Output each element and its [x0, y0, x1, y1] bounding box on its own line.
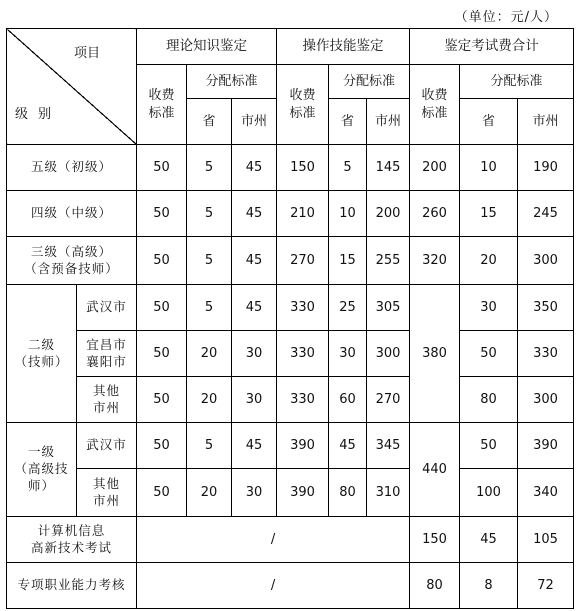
- table-cell: 245: [518, 191, 574, 237]
- table-cell: 50: [137, 285, 187, 331]
- table-cell: 190: [518, 145, 574, 191]
- table-cell: 105: [518, 517, 574, 563]
- table-cell: 5: [187, 191, 232, 237]
- table-cell: 45: [329, 423, 367, 469]
- table-cell: 60: [329, 377, 367, 423]
- table-cell: 80: [460, 377, 518, 423]
- table-cell: 100: [460, 469, 518, 517]
- table-cell: 300: [367, 331, 410, 377]
- table-cell-slash: /: [137, 517, 410, 563]
- table-cell: 270: [277, 237, 329, 285]
- total-city-header: 市州: [518, 99, 574, 145]
- table-cell: 390: [277, 469, 329, 517]
- table-cell: 345: [367, 423, 410, 469]
- row-label: 二级 （技师）: [7, 285, 77, 423]
- table-cell: 20: [187, 377, 232, 423]
- table-row-level4: [7, 191, 574, 237]
- table-cell-total: 380: [410, 285, 460, 423]
- row-label: 四级（中级）: [7, 191, 137, 237]
- group-total: 鉴定考试费合计: [410, 29, 574, 65]
- sub-row-label: 其他 市州: [77, 469, 137, 517]
- table-cell-total: 440: [410, 423, 460, 517]
- table-cell: 5: [187, 237, 232, 285]
- table-cell: 5: [187, 285, 232, 331]
- table-cell: 45: [232, 145, 277, 191]
- table-row-computer: [7, 517, 574, 563]
- table-cell: 300: [518, 377, 574, 423]
- table-cell: 80: [410, 563, 460, 609]
- table-cell: 330: [518, 331, 574, 377]
- table-cell: 50: [137, 377, 187, 423]
- table-cell: 145: [367, 145, 410, 191]
- table-cell: 10: [460, 145, 518, 191]
- row-label: 三级（高级） （含预备技师）: [7, 237, 137, 285]
- table-cell: 30: [460, 285, 518, 331]
- table-cell: 30: [329, 331, 367, 377]
- total-province-header: 省: [460, 99, 518, 145]
- table-cell: 320: [410, 237, 460, 285]
- table-cell: 390: [277, 423, 329, 469]
- table-cell: 30: [232, 331, 277, 377]
- table-cell: 200: [367, 191, 410, 237]
- table-cell: 255: [367, 237, 410, 285]
- table-cell: 310: [367, 469, 410, 517]
- row-label: 计算机信息 高新技术考试: [7, 517, 137, 563]
- theory-province-header: 省: [187, 99, 232, 145]
- table-cell: 10: [329, 191, 367, 237]
- total-distribution-header: 分配标准: [460, 65, 574, 99]
- header-row-groups: [7, 29, 574, 65]
- sub-row-label: 武汉市: [77, 423, 137, 469]
- skill-charge-header: 收费 标准: [277, 65, 329, 145]
- table-cell: 50: [137, 331, 187, 377]
- table-cell: 5: [187, 423, 232, 469]
- table-cell: 390: [518, 423, 574, 469]
- level-heading: 级别: [15, 107, 62, 123]
- table-cell: 50: [137, 191, 187, 237]
- table-cell: 260: [410, 191, 460, 237]
- table-cell: 50: [137, 423, 187, 469]
- corner-cell: [7, 29, 137, 145]
- sub-row-label: 宜昌市 襄阳市: [77, 331, 137, 377]
- total-charge-header: 收费 标准: [410, 65, 460, 145]
- table-cell: 330: [277, 377, 329, 423]
- table-row-level1-wuhan: [7, 423, 574, 469]
- table-cell: 150: [410, 517, 460, 563]
- skill-city-header: 市州: [367, 99, 410, 145]
- sub-row-label: 武汉市: [77, 285, 137, 331]
- table-cell: 15: [329, 237, 367, 285]
- table-cell: 150: [277, 145, 329, 191]
- table-cell: 340: [518, 469, 574, 517]
- skill-distribution-header: 分配标准: [329, 65, 410, 99]
- table-cell: 45: [232, 237, 277, 285]
- theory-charge-header: 收费 标准: [137, 65, 187, 145]
- table-cell: 330: [277, 331, 329, 377]
- table-cell: 45: [460, 517, 518, 563]
- table-cell: 5: [329, 145, 367, 191]
- table-cell: 50: [460, 423, 518, 469]
- row-label: 五级（初级）: [7, 145, 137, 191]
- table-cell: 30: [232, 469, 277, 517]
- unit-note: （单位：元/人）: [454, 10, 558, 25]
- table-cell: 210: [277, 191, 329, 237]
- table-cell: 50: [137, 145, 187, 191]
- table-row-level1-other: [7, 469, 574, 517]
- theory-city-header: 市州: [232, 99, 277, 145]
- row-label: 一级 （高级技 师）: [7, 423, 77, 517]
- table-cell: 8: [460, 563, 518, 609]
- table-cell: 50: [137, 237, 187, 285]
- table-cell: 5: [187, 145, 232, 191]
- table-cell: 300: [518, 237, 574, 285]
- table-row-level5: [7, 145, 574, 191]
- table-cell: 20: [187, 331, 232, 377]
- row-label: 专项职业能力考核: [7, 563, 137, 609]
- table-row-special: [7, 563, 574, 609]
- fee-table: [6, 28, 574, 609]
- sub-row-label: 其他 市州: [77, 377, 137, 423]
- table-cell: 25: [329, 285, 367, 331]
- table-cell: 72: [518, 563, 574, 609]
- table-row-level2-yichang: [7, 331, 574, 377]
- skill-province-header: 省: [329, 99, 367, 145]
- table-cell: 200: [410, 145, 460, 191]
- table-cell: 20: [460, 237, 518, 285]
- theory-distribution-header: 分配标准: [187, 65, 277, 99]
- table-cell: 50: [460, 331, 518, 377]
- table-cell-slash: /: [137, 563, 410, 609]
- table-cell: 45: [232, 423, 277, 469]
- table-cell: 270: [367, 377, 410, 423]
- table-cell: 330: [277, 285, 329, 331]
- table-cell: 80: [329, 469, 367, 517]
- group-theory: 理论知识鉴定: [137, 29, 277, 65]
- table-cell: 350: [518, 285, 574, 331]
- table-cell: 45: [232, 285, 277, 331]
- table-row-level2-other: [7, 377, 574, 423]
- table-cell: 305: [367, 285, 410, 331]
- table-cell: 45: [232, 191, 277, 237]
- table-cell: 50: [137, 469, 187, 517]
- table-row-level3: [7, 237, 574, 285]
- table-row-level2-wuhan: [7, 285, 574, 331]
- item-heading: 项目: [73, 46, 100, 61]
- group-skill: 操作技能鉴定: [277, 29, 410, 65]
- table-cell: 30: [232, 377, 277, 423]
- table-cell: 20: [187, 469, 232, 517]
- table-cell: 15: [460, 191, 518, 237]
